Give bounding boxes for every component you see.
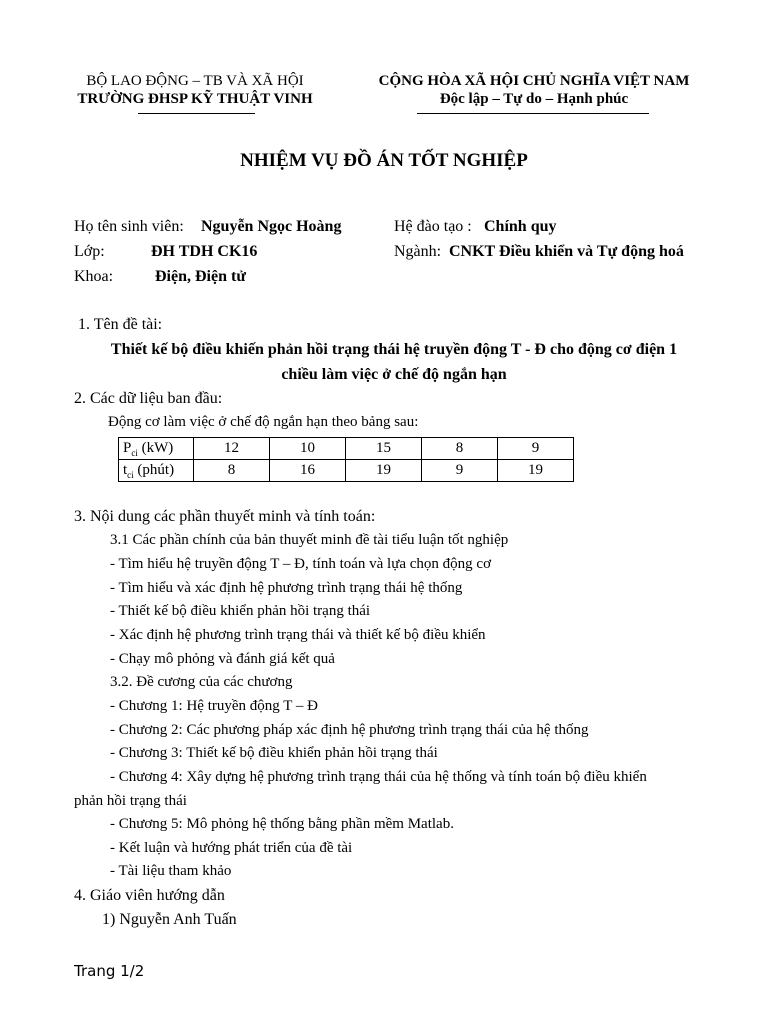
chapter-1: - Chương 1: Hệ truyền động T – Đ xyxy=(110,698,318,714)
label-main: t xyxy=(123,461,128,478)
left-header-underline xyxy=(138,113,255,114)
name-value: Nguyễn Ngọc Hoàng xyxy=(201,218,342,235)
label-unit: (kW) xyxy=(137,439,174,456)
table-cell: 12 xyxy=(194,438,270,460)
school-name: TRƯỜNG ĐHSP KỸ THUẬT VINH xyxy=(77,91,313,107)
table-cell: 9 xyxy=(498,438,574,460)
chapter-3: - Chương 3: Thiết kế bộ điều khiển phản hồi trạng thái xyxy=(110,745,438,761)
training-label: Hệ đào tạo : xyxy=(394,218,472,235)
table-row xyxy=(119,460,574,482)
page-title: NHIỆM VỤ ĐỒ ÁN TỐT NGHIỆP xyxy=(240,150,528,171)
faculty-value: Điện, Điện tử xyxy=(155,268,246,285)
class-value: ĐH TDH CK16 xyxy=(151,243,258,260)
table-intro: Động cơ làm việc ở chế độ ngắn hạn theo bảng sau: xyxy=(108,414,419,430)
section1-heading: 1. Tên đề tài: xyxy=(78,316,163,333)
table-cell: 10 xyxy=(270,438,346,460)
list-item: - Tìm hiểu và xác định hệ phương trình trạng thái hệ thống xyxy=(110,580,463,596)
page-number: Trang 1/2 xyxy=(74,962,145,980)
list-item: - Xác định hệ phương trình trạng thái và thiết kế bộ điều khiển xyxy=(110,627,486,643)
section3-sub2: 3.2. Đề cương của các chương xyxy=(110,674,293,690)
section3-heading: 3. Nội dung các phần thuyết minh và tính toán: xyxy=(74,508,376,525)
references-item: - Tài liệu tham khảo xyxy=(110,863,232,879)
training-value: Chính quy xyxy=(484,218,557,235)
ministry-name: BỘ LAO ĐỘNG – TB VÀ XÃ HỘI xyxy=(86,73,304,89)
table-row-label xyxy=(119,460,194,482)
topic-line2: chiều làm việc ở chế độ ngắn hạn xyxy=(281,366,507,383)
country-motto: Độc lập – Tự do – Hạnh phúc xyxy=(439,91,629,107)
table-row xyxy=(119,438,574,460)
table-cell: 19 xyxy=(498,460,574,482)
label-main: P xyxy=(123,439,132,456)
table-cell: 15 xyxy=(346,438,422,460)
chapter-4-line2: phản hồi trạng thái xyxy=(74,793,187,809)
list-item: - Thiết kế bộ điều khiển phản hồi trạng thái xyxy=(110,603,371,619)
table-cell: 8 xyxy=(422,438,498,460)
table-row-label xyxy=(119,438,194,460)
table-cell: 8 xyxy=(194,460,270,482)
conclusion-item: - Kết luận và hướng phát triển của đề tài xyxy=(110,840,353,856)
chapter-4-line1: - Chương 4: Xây dựng hệ phương trình trạng thái của hệ thống và tính toán bộ điều khiển xyxy=(110,769,647,785)
advisor-name: 1) Nguyễn Anh Tuấn xyxy=(102,911,237,928)
faculty-label: Khoa: xyxy=(74,268,114,285)
section3-sub1: 3.1 Các phần chính của bản thuyết minh đề tài tiểu luận tốt nghiệp xyxy=(110,532,509,548)
list-item: - Chạy mô phỏng và đánh giá kết quả xyxy=(110,651,335,667)
label-sub: ci xyxy=(127,469,134,480)
chapter-5: - Chương 5: Mô phỏng hệ thống bằng phần mềm Matlab. xyxy=(110,816,454,832)
table-cell: 9 xyxy=(422,460,498,482)
right-header-underline xyxy=(417,113,649,114)
table-cell: 19 xyxy=(346,460,422,482)
label-unit: (phút) xyxy=(133,461,175,478)
table-cell: 16 xyxy=(270,460,346,482)
label-sub: ci xyxy=(131,447,138,458)
chapter-2: - Chương 2: Các phương pháp xác định hệ phương trình trạng thái của hệ thống xyxy=(110,722,589,738)
class-label: Lớp: xyxy=(74,243,105,260)
section4-heading: 4. Giáo viên hướng dẫn xyxy=(74,887,225,904)
country-name: CỘNG HÒA XÃ HỘI CHỦ NGHĨA VIỆT NAM xyxy=(378,73,690,89)
section2-heading: 2. Các dữ liệu ban đầu: xyxy=(74,390,223,407)
list-item: - Tìm hiểu hệ truyền động T – Đ, tính toán và lựa chọn động cơ xyxy=(110,556,491,572)
name-label: Họ tên sinh viên: xyxy=(74,218,184,235)
motor-data-table xyxy=(118,437,574,482)
major-value: CNKT Điều khiển và Tự động hoá xyxy=(449,243,684,260)
topic-line1: Thiết kế bộ điều khiến phản hồi trạng thái hệ truyền động T - Đ cho động cơ điện 1 xyxy=(110,341,678,358)
major-label: Ngành: xyxy=(394,243,442,260)
